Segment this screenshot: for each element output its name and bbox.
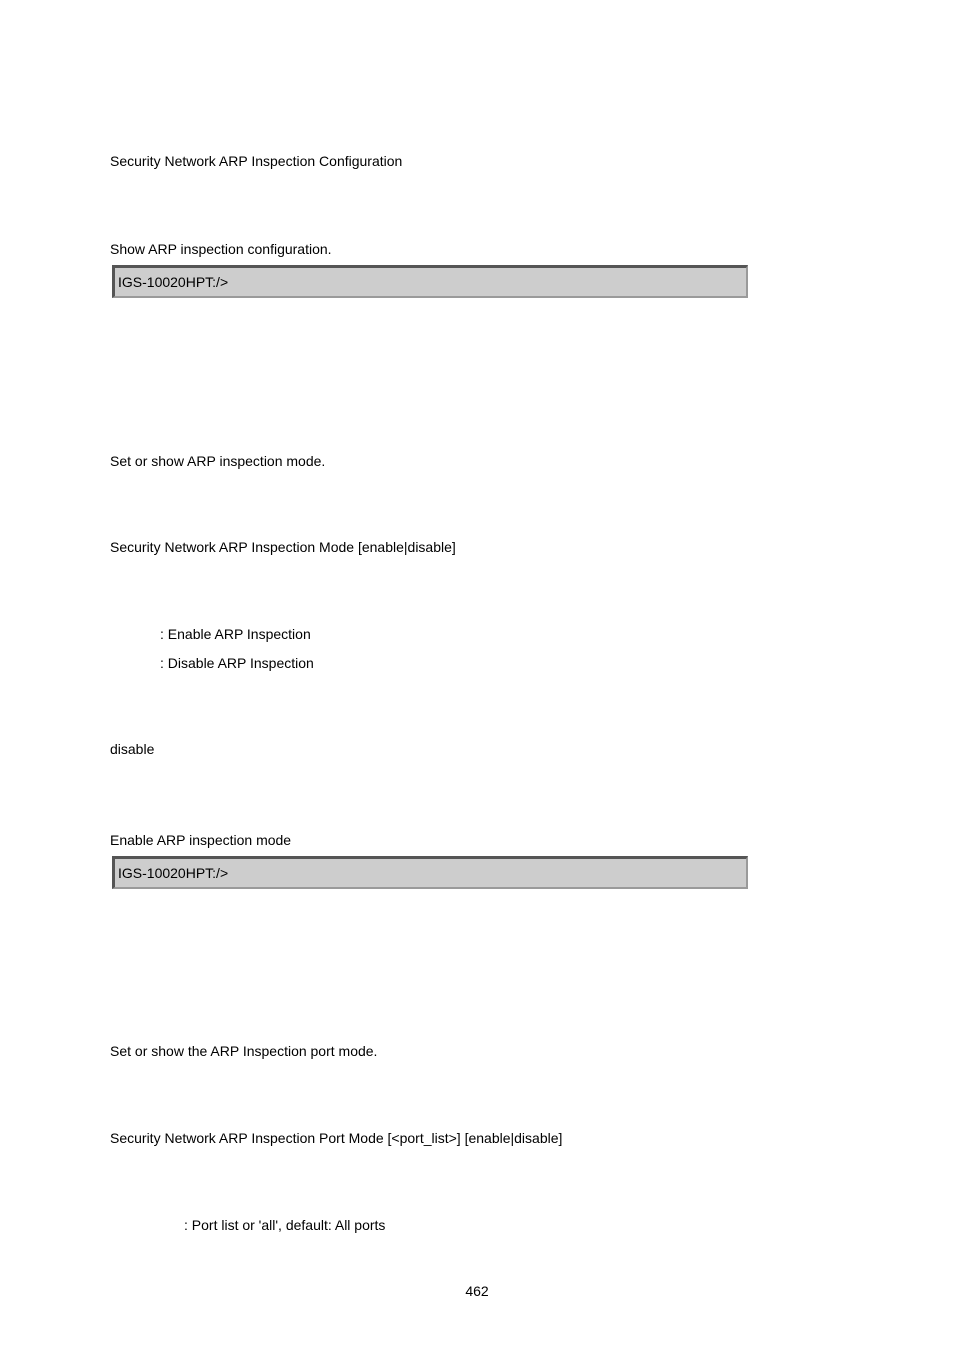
section1-description: Show ARP inspection configuration. bbox=[110, 241, 332, 257]
command-prompt: IGS-10020HPT:/> bbox=[118, 274, 229, 290]
section1-example-box bbox=[112, 265, 748, 298]
section2-syntax: Security Network ARP Inspection Mode [enable|disable] bbox=[110, 539, 456, 555]
section1-syntax: Security Network ARP Inspection Configuration bbox=[110, 153, 403, 169]
section3-description: Set or show the ARP Inspection port mode. bbox=[110, 1043, 378, 1059]
param-enable-description: : Enable ARP Inspection bbox=[160, 626, 311, 642]
section2-example-box bbox=[112, 856, 748, 889]
page-number: 462 bbox=[465, 1283, 489, 1299]
section2-description: Set or show ARP inspection mode. bbox=[110, 453, 326, 469]
section2-example-title: Enable ARP inspection mode bbox=[110, 832, 292, 848]
section3-syntax: Security Network ARP Inspection Port Mode [<port_list>] [enable|disable] bbox=[110, 1130, 563, 1146]
command-prompt: IGS-10020HPT:/> bbox=[118, 865, 229, 881]
section2-default-value: disable bbox=[110, 741, 155, 757]
param-disable-description: : Disable ARP Inspection bbox=[160, 655, 314, 671]
param-port-list-description: : Port list or 'all', default: All ports bbox=[184, 1217, 386, 1233]
